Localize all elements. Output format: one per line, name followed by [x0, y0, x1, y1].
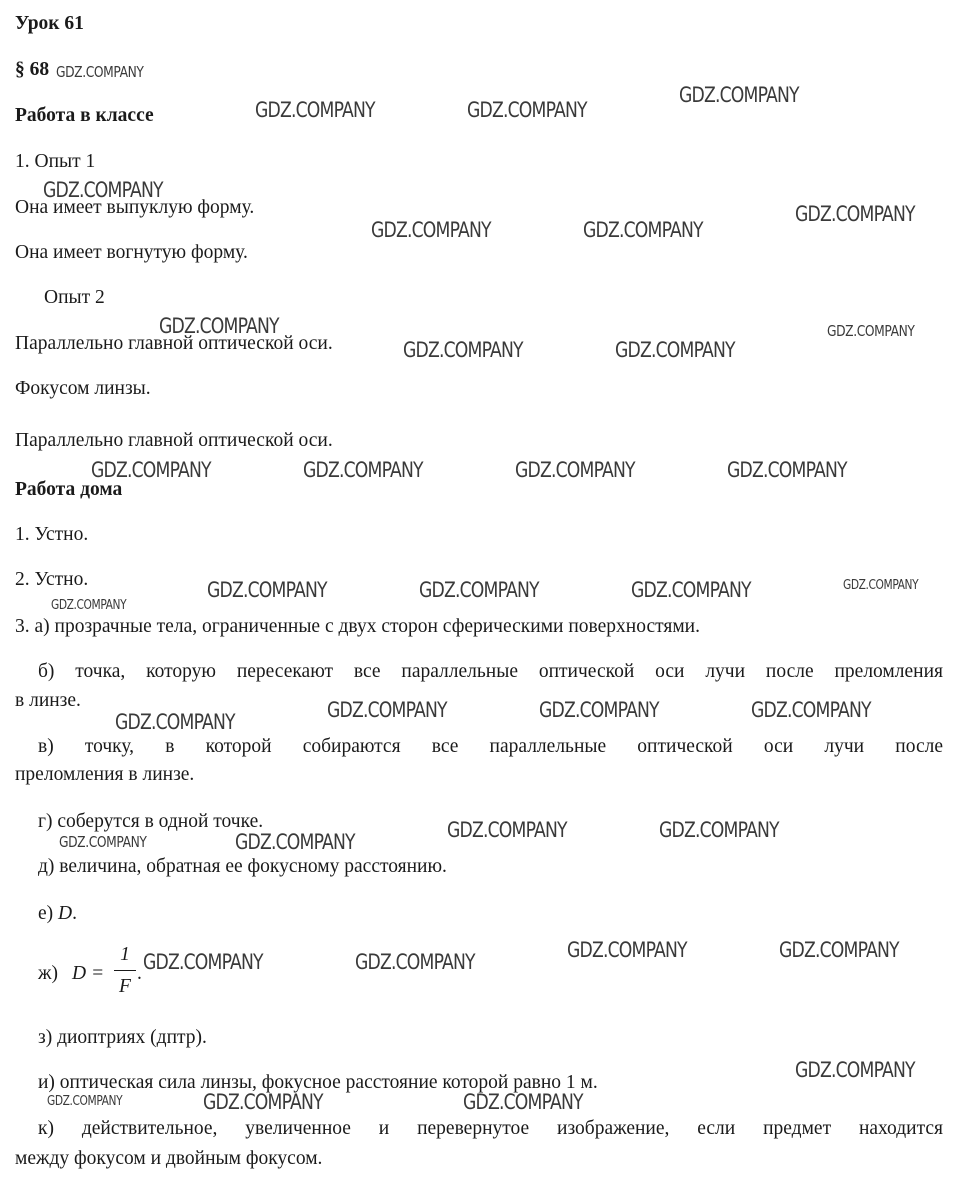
watermark: GDZ.COMPANY — [43, 178, 163, 202]
watermark: GDZ.COMPANY — [47, 1094, 123, 1109]
watermark: GDZ.COMPANY — [255, 98, 375, 122]
watermark: GDZ.COMPANY — [795, 202, 915, 226]
watermark: GDZ.COMPANY — [91, 458, 211, 482]
home-item-3b-line-1: б) точка, которую пересекают все параллельные оптической оси лучи после преломления — [38, 661, 943, 682]
watermark: GDZ.COMPANY — [727, 458, 847, 482]
watermark: GDZ.COMPANY — [59, 833, 147, 851]
home-item-3e: е) D. — [38, 903, 77, 924]
watermark: GDZ.COMPANY — [235, 830, 355, 854]
watermark: GDZ.COMPANY — [51, 598, 127, 613]
watermark: GDZ.COMPANY — [143, 950, 263, 974]
class-work-heading: Работа в классе — [15, 105, 154, 126]
watermark: GDZ.COMPANY — [56, 63, 144, 81]
home-item-3zh-prefix: ж) — [38, 963, 58, 984]
formula-fraction-bar — [114, 970, 136, 971]
home-item-3v-line-2: преломления в линзе. — [15, 764, 195, 785]
watermark: GDZ.COMPANY — [371, 218, 491, 242]
watermark: GDZ.COMPANY — [827, 322, 915, 340]
experiment-1-label: 1. Опыт 1 — [15, 151, 96, 172]
experiment-2-answer-2: Фокусом линзы. — [15, 378, 151, 399]
experiment-2-answer-1: Параллельно главной оптической оси. — [15, 333, 333, 354]
watermark: GDZ.COMPANY — [463, 1090, 583, 1114]
watermark: GDZ.COMPANY — [403, 338, 523, 362]
watermark: GDZ.COMPANY — [539, 698, 659, 722]
home-item-3e-prefix: е) — [38, 903, 54, 924]
watermark: GDZ.COMPANY — [583, 218, 703, 242]
home-item-3k-line-1: к) действительное, увеличенное и перевернутое изображение, если предмет находится — [38, 1118, 943, 1139]
watermark: GDZ.COMPANY — [303, 458, 423, 482]
experiment-2-label: Опыт 2 — [44, 287, 105, 308]
home-item-3k-line-2: между фокусом и двойным фокусом. — [15, 1148, 323, 1169]
paragraph-number: § 68 — [15, 59, 50, 80]
formula-lhs: D = — [72, 963, 105, 984]
home-item-3b-line-2: в линзе. — [15, 690, 81, 711]
watermark: GDZ.COMPANY — [615, 338, 735, 362]
home-item-3z: з) диоптриях (дптр). — [38, 1027, 207, 1048]
experiment-1-answer-1: Она имеет выпуклую форму. — [15, 197, 255, 218]
watermark: GDZ.COMPANY — [203, 1090, 323, 1114]
watermark: GDZ.COMPANY — [447, 818, 567, 842]
watermark: GDZ.COMPANY — [207, 578, 327, 602]
home-item-3d: д) величина, обратная ее фокусному расстоянию. — [38, 856, 447, 877]
watermark: GDZ.COMPANY — [115, 710, 235, 734]
watermark: GDZ.COMPANY — [659, 818, 779, 842]
home-item-3v-line-1: в) точку, в которой собираются все параллельные оптической оси лучи после — [38, 736, 943, 757]
watermark: GDZ.COMPANY — [631, 578, 751, 602]
formula-period: . — [137, 963, 142, 984]
home-item-1: 1. Устно. — [15, 524, 89, 545]
watermark: GDZ.COMPANY — [779, 938, 899, 962]
home-item-3g: г) соберутся в одной точке. — [38, 811, 264, 832]
watermark: GDZ.COMPANY — [327, 698, 447, 722]
home-item-3e-var: D — [58, 903, 73, 924]
home-work-heading: Работа дома — [15, 479, 123, 500]
watermark: GDZ.COMPANY — [159, 314, 279, 338]
home-item-2: 2. Устно. — [15, 569, 89, 590]
watermark: GDZ.COMPANY — [843, 578, 919, 593]
watermark: GDZ.COMPANY — [515, 458, 635, 482]
formula-numerator: 1 — [120, 944, 130, 965]
watermark: GDZ.COMPANY — [419, 578, 539, 602]
watermark: GDZ.COMPANY — [679, 83, 799, 107]
experiment-2-answer-3: Параллельно главной оптической оси. — [15, 430, 333, 451]
lesson-title: Урок 61 — [15, 13, 84, 34]
formula-denominator: F — [119, 976, 131, 997]
watermark: GDZ.COMPANY — [751, 698, 871, 722]
home-item-3a: 3. а) прозрачные тела, ограниченные с двух сторон сферическими поверхностями. — [15, 616, 700, 637]
watermark: GDZ.COMPANY — [567, 938, 687, 962]
watermark: GDZ.COMPANY — [355, 950, 475, 974]
watermark: GDZ.COMPANY — [467, 98, 587, 122]
watermark: GDZ.COMPANY — [795, 1058, 915, 1082]
experiment-1-answer-2: Она имеет вогнутую форму. — [15, 242, 248, 263]
home-item-3i: и) оптическая сила линзы, фокусное расстояние которой равно 1 м. — [38, 1072, 598, 1093]
